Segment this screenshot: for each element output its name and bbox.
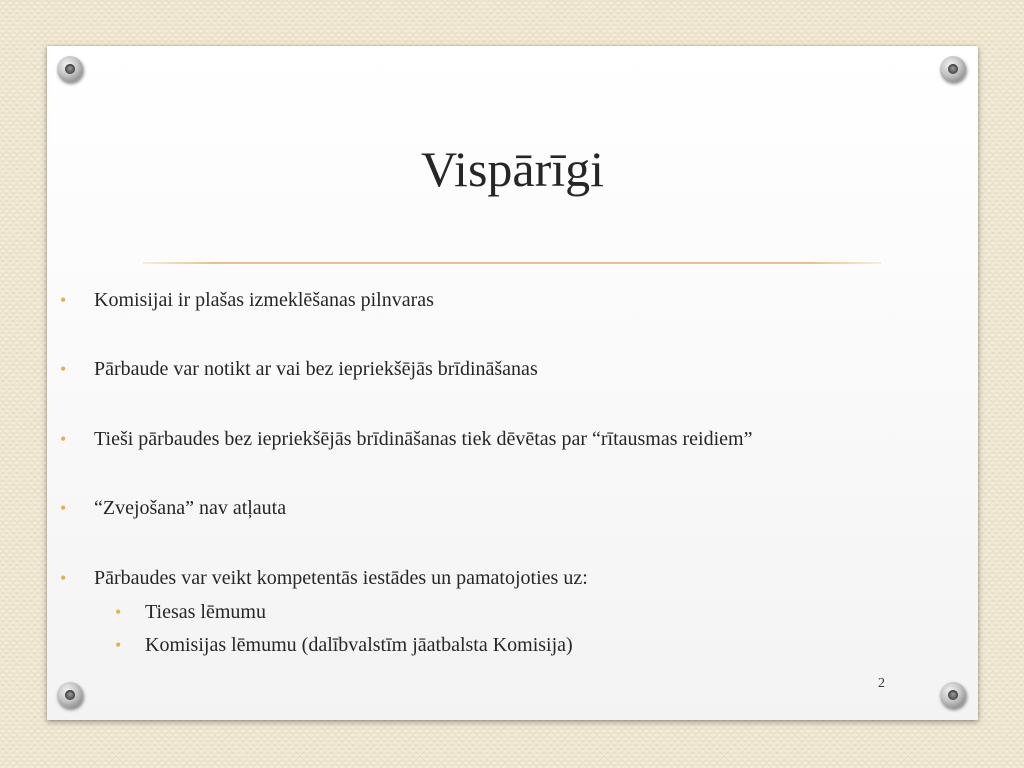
sub-list-item [115,600,266,624]
list-item [60,357,538,381]
list-item [60,427,753,451]
bullet-text: “Zvejošana” nav atļauta [94,497,287,519]
bullet-text: Tieši pārbaudes bez iepriekšējās brīdināšanas tiek dēvētas par “rītausmas reidiem” [94,428,753,450]
bullet-list [47,46,978,720]
bullet-icon: • [60,568,67,588]
slide [47,46,978,720]
bullet-text: Pārbaudes var veikt kompetentās iestādes un pamatojoties uz: [94,567,588,589]
bullet-text: Komisijai ir plašas izmeklēšanas pilnvaras [94,289,434,311]
bullet-text: Pārbaude var notikt ar vai bez iepriekšējās brīdināšanas [94,358,538,380]
list-item [60,566,588,590]
sub-bullet-text: Tiesas lēmumu [145,601,266,623]
list-item [60,288,434,312]
list-item [60,496,287,520]
bullet-icon: • [60,429,67,449]
page-number: 2 [878,676,885,691]
bullet-icon: • [115,635,122,655]
bullet-icon: • [115,602,122,622]
sub-bullet-text: Komisijas lēmumu (dalībvalstīm jāatbalsta Komisija) [145,634,573,656]
bullet-icon: • [60,359,67,379]
slide-title: Vispārīgi [420,141,605,197]
bullet-icon: • [60,290,67,310]
bullet-icon: • [60,498,67,518]
sub-list-item [115,633,573,657]
